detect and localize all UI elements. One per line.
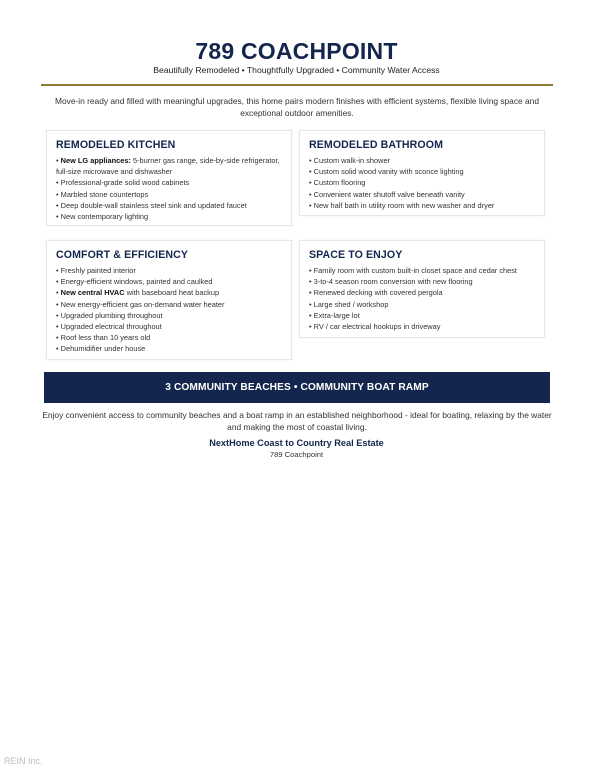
banner-text: 3 COMMUNITY BEACHES • COMMUNITY BOAT RAMP — [165, 382, 429, 393]
list-item — [309, 177, 535, 188]
list-item-text: Large shed / workshop — [313, 299, 389, 309]
list-item — [56, 332, 282, 343]
outro-paragraph: Enjoy convenient access to community beaches and a boat ramp in an established neighborhood - ideal for boating, relaxing by the water and making the most of coastal living. — [42, 410, 552, 432]
list-item — [56, 155, 282, 177]
gold-divider — [41, 84, 553, 86]
agency-name: NextHome Coast to Country Real Estate — [209, 438, 384, 448]
list-item-text: Energy-efficient windows, painted and caulked — [60, 277, 213, 287]
page-subtitle: Beautifully Remodeled • Thoughtfully Upgraded • Community Water Access — [153, 65, 440, 75]
list-item — [309, 287, 535, 298]
list-item-text: Deep double-wall stainless steel sink and updated faucet — [60, 200, 247, 210]
list-item-text: Extra-large lot — [313, 310, 360, 320]
list-item — [56, 265, 282, 276]
bullet-icon: • — [309, 156, 314, 165]
list-item-text: Upgraded electrical throughout — [60, 322, 162, 332]
list-item-bold: New central HVAC — [60, 288, 125, 298]
bullet-icon: • — [309, 288, 314, 298]
list-item-text: New half bath in utility room with new washer and dryer — [313, 200, 495, 210]
space-heading: SPACE TO ENJOY — [309, 249, 403, 261]
bullet-icon: • — [56, 344, 61, 354]
list-item — [56, 200, 282, 211]
kitchen-card — [46, 130, 292, 226]
list-item — [56, 276, 282, 287]
bullet-icon: • — [309, 167, 314, 177]
list-item — [56, 189, 282, 200]
bullet-icon: • — [56, 200, 61, 210]
bullet-icon: • — [309, 189, 314, 199]
kitchen-list — [56, 155, 282, 222]
list-item-text: 3-to-4 season room conversion with new flooring — [313, 277, 473, 287]
list-item-text: Renewed decking with covered pergola — [313, 288, 443, 298]
page-title: 789 COACHPOINT — [195, 38, 398, 64]
list-item-text: Freshly painted interior — [60, 266, 136, 275]
list-item — [309, 155, 535, 166]
list-item — [56, 287, 282, 298]
bullet-icon: • — [56, 299, 61, 309]
bullet-icon: • — [309, 277, 314, 287]
bathroom-card — [299, 130, 545, 216]
list-item — [56, 211, 282, 222]
list-item-text: Dehumidifier under house — [60, 344, 146, 354]
bullet-icon: • — [56, 322, 61, 332]
bullet-icon: • — [309, 310, 314, 320]
watermark: REIN Inc. — [4, 756, 43, 766]
bullet-icon: • — [309, 299, 314, 309]
list-item — [56, 343, 282, 354]
comfort-list — [56, 265, 282, 355]
list-item-text: Marbled stone countertops — [60, 189, 149, 199]
space-list — [309, 265, 535, 332]
list-item — [309, 310, 535, 321]
list-item-text: New contemporary lighting — [60, 212, 149, 222]
list-item-text: Family room with custom built-in closet space and cedar chest — [313, 266, 517, 275]
space-card — [299, 240, 545, 338]
intro-paragraph: Move-in ready and filled with meaningful upgrades, this home pairs modern finishes with efficient systems, flexible living space and exceptional outdoor amenities. — [55, 96, 539, 118]
list-item — [309, 299, 535, 310]
list-item — [309, 276, 535, 287]
list-item — [309, 265, 535, 276]
list-item-bold: New LG appliances: — [60, 156, 131, 165]
bullet-icon: • — [56, 189, 61, 199]
list-item-text: Convenient water shutoff valve beneath vanity — [313, 189, 465, 199]
community-banner — [44, 372, 550, 403]
bullet-icon: • — [56, 277, 61, 287]
list-item-text: RV / car electrical hookups in driveway — [313, 322, 441, 332]
bullet-icon: • — [309, 322, 314, 332]
list-item — [309, 321, 535, 332]
list-item — [56, 299, 282, 310]
list-item-text: Upgraded plumbing throughout — [60, 310, 163, 320]
list-item — [56, 177, 282, 188]
bathroom-heading: REMODELED BATHROOM — [309, 139, 444, 151]
list-item-text: Professional-grade solid wood cabinets — [60, 178, 190, 188]
bullet-icon: • — [309, 266, 314, 275]
list-item-text: Custom walk-in shower — [313, 156, 391, 165]
list-item-text: Custom flooring — [313, 178, 366, 188]
list-item — [309, 189, 535, 200]
bullet-icon: • — [56, 212, 61, 222]
comfort-heading: COMFORT & EFFICIENCY — [56, 249, 189, 261]
bathroom-list — [309, 155, 535, 211]
list-item — [309, 166, 535, 177]
kitchen-heading: REMODELED KITCHEN — [56, 139, 176, 151]
bullet-icon: • — [56, 156, 61, 165]
bullet-icon: • — [56, 266, 61, 275]
list-item — [309, 200, 535, 211]
comfort-card — [46, 240, 292, 360]
list-item-text: with baseboard heat backup — [124, 288, 220, 298]
bullet-icon: • — [309, 178, 314, 188]
bullet-icon: • — [56, 310, 61, 320]
bullet-icon: • — [56, 288, 61, 298]
list-item-text: New energy-efficient gas on-demand water heater — [60, 299, 225, 309]
list-item-text: 5-burner gas range, side-by-side refrigerator, full-size microwave and dishwasher — [56, 156, 280, 177]
bullet-icon: • — [309, 200, 314, 210]
list-item-text: Roof less than 10 years old — [60, 333, 151, 343]
bullet-icon: • — [56, 333, 61, 343]
list-item-text: Custom solid wood vanity with sconce lighting — [313, 167, 464, 177]
list-item — [56, 310, 282, 321]
list-item — [56, 321, 282, 332]
bullet-icon: • — [56, 178, 61, 188]
agency-address: 789 Coachpoint — [269, 450, 324, 459]
